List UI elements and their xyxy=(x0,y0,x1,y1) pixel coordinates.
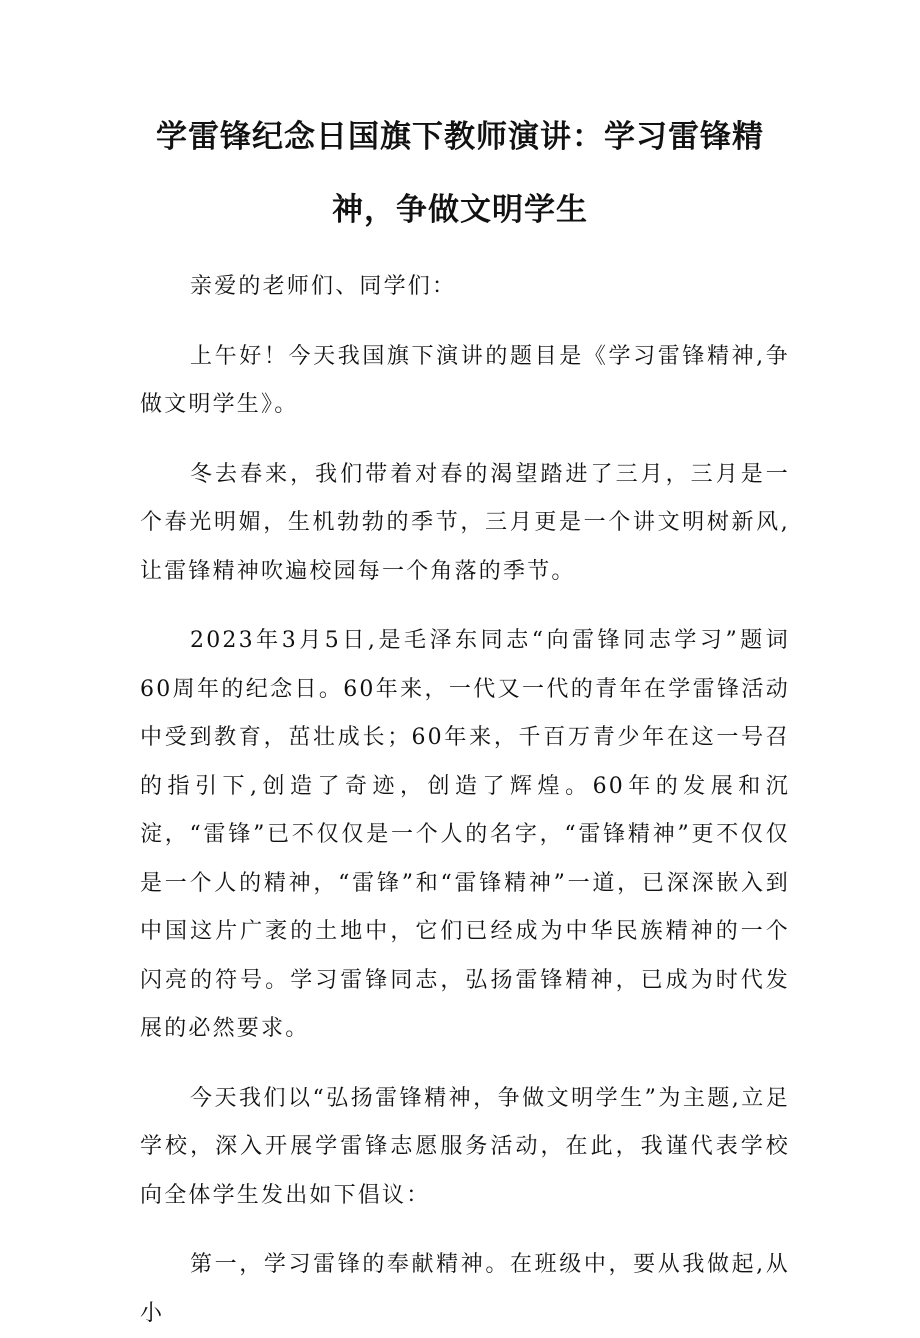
document-body xyxy=(140,263,790,1338)
document-title-line-1: 学雷锋纪念日国旗下教师演讲：学习雷锋精 xyxy=(156,119,764,155)
document-title-line-2: 神，争做文明学生 xyxy=(332,192,588,228)
paragraph-first-point: 第一，学习雷锋的奉献精神。在班级中，要从我做起,从小 xyxy=(140,1252,790,1326)
paragraph-spring: 冬去春来，我们带着对春的渴望踏进了三月，三月是一个春光明媚，生机勃勃的季节，三月更是一个讲文明树新风,让雷锋精神吹遍校园每一个角落的季节。 xyxy=(140,461,790,584)
paragraph-opening: 上午好！今天我国旗下演讲的题目是《学习雷锋精神,争做文明学生》。 xyxy=(140,343,790,417)
paragraph-greeting: 亲爱的老师们、同学们： xyxy=(190,274,457,299)
paragraph-theme: 今天我们以“弘扬雷锋精神，争做文明学生”为主题,立足学校，深入开展学雷锋志愿服务活动，在此，我谨代表学校向全体学生发出如下倡议： xyxy=(140,1085,790,1208)
paragraph-anniversary: 2023年3月5日,是毛泽东同志“向雷锋同志学习”题词60周年的纪念日。60年来，一代又一代的青年在学雷锋活动中受到教育，茁壮成长；60年来，千百万青少年在这一号召的指引下,创造了奇迹，创造了辉煌。60年的发展和沉淀，“雷锋”已不仅仅是一个人的名字，“雷锋精神”更不仅仅是一个人的精神，“雷锋”和“雷锋精神”一道，已深深嵌入到中国这片广袤的土地中，它们已经成为中华民族精神的一个闪亮的符号。学习雷锋同志，弘扬雷锋精神，已成为时代发展的必然要求。 xyxy=(140,628,790,1041)
